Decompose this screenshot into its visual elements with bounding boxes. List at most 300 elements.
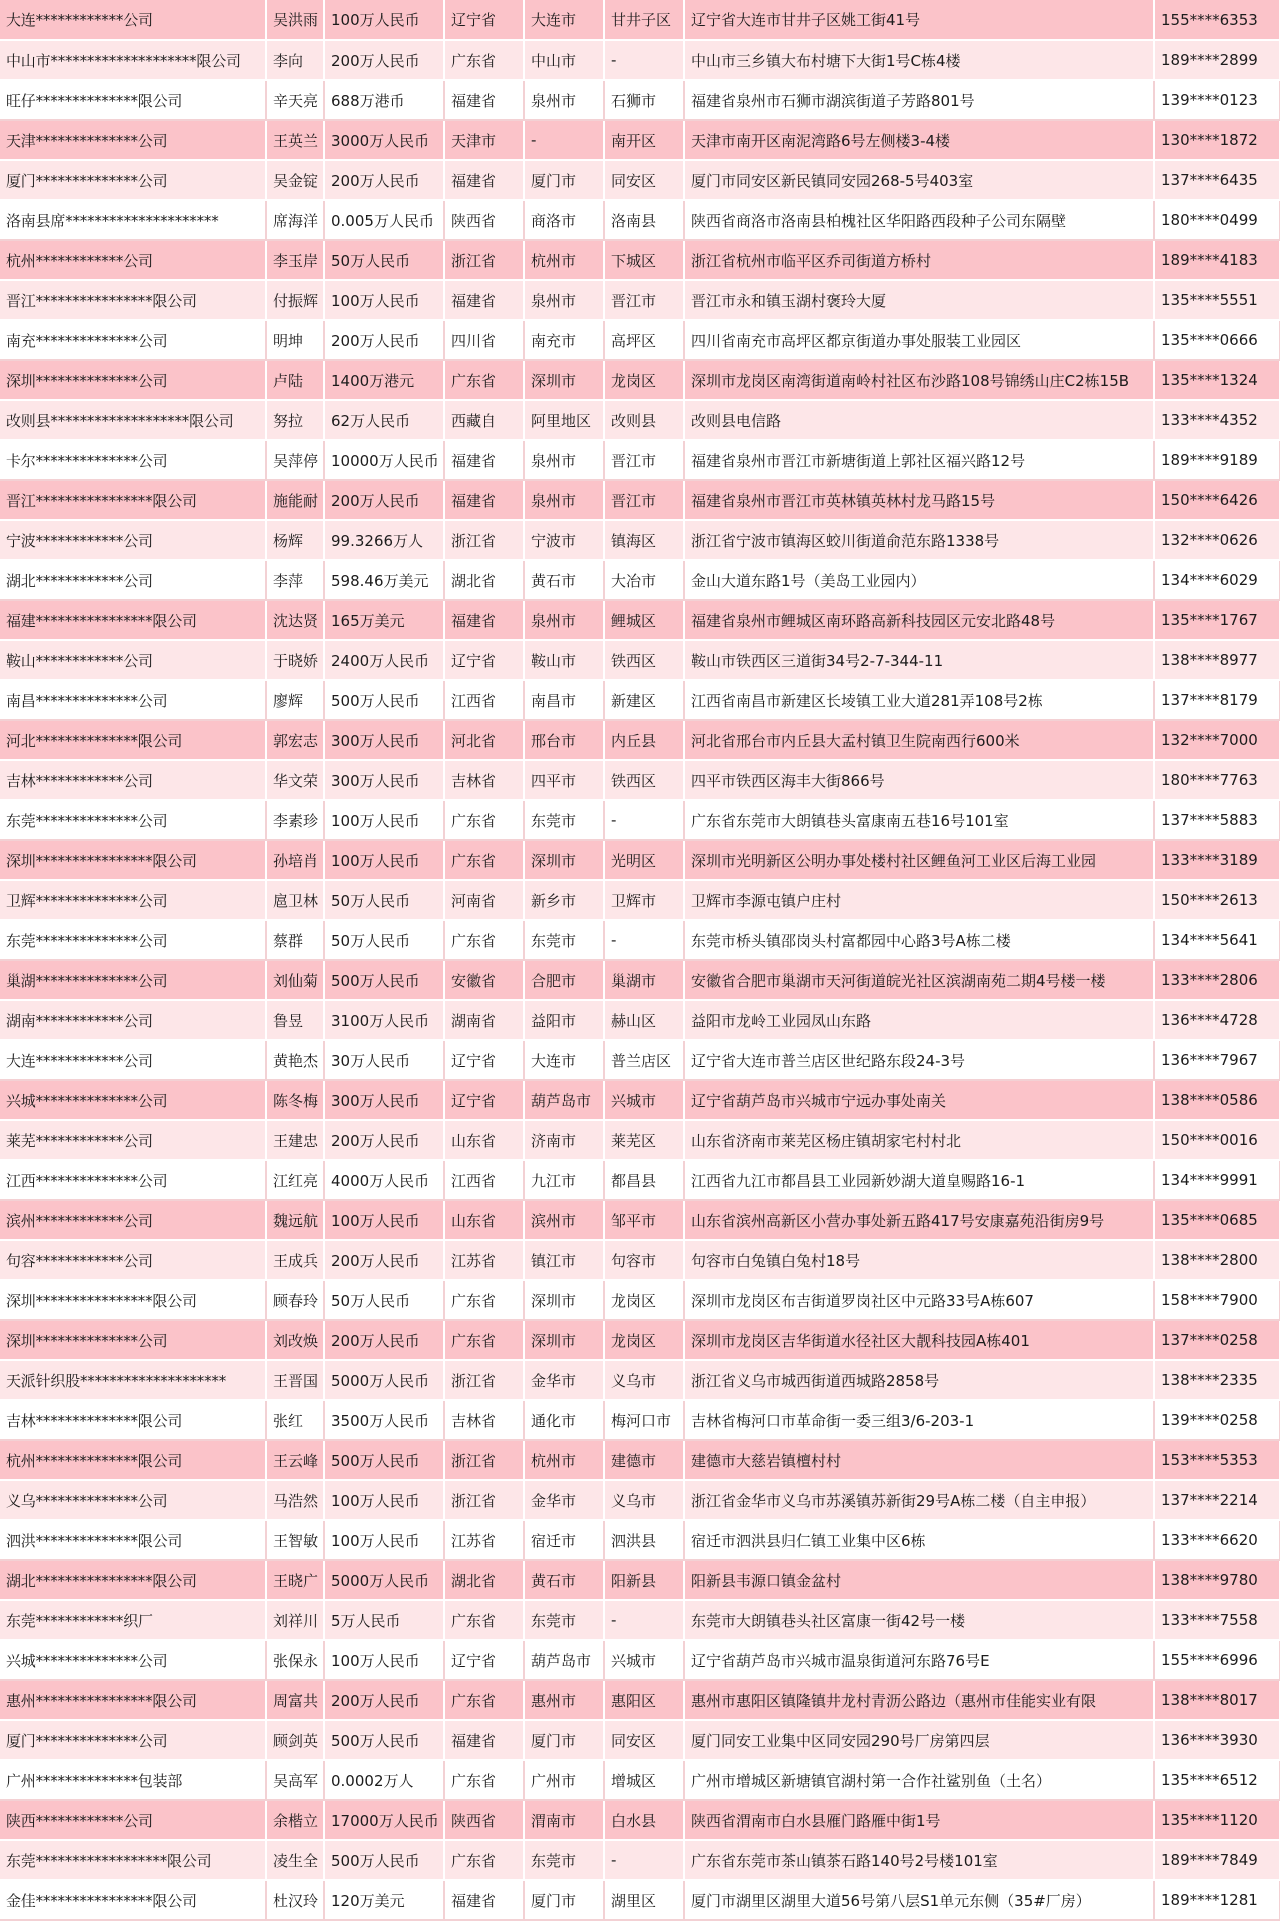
district-cell[interactable]: 晋江市 (604, 440, 684, 480)
province-cell[interactable]: 广东省 (444, 1280, 524, 1320)
legal-rep-cell[interactable]: 华文荣 (266, 760, 324, 800)
capital-cell[interactable]: 100万人民币 (324, 800, 444, 840)
address-cell[interactable]: 东莞市桥头镇邵岗头村富都园中心路3号A栋二楼 (684, 920, 1154, 960)
phone-cell[interactable]: 137****5883 (1154, 800, 1280, 840)
province-cell[interactable]: 浙江省 (444, 1440, 524, 1480)
city-cell[interactable]: 泉州市 (524, 80, 604, 120)
phone-cell[interactable]: 189****2899 (1154, 40, 1280, 80)
capital-cell[interactable]: 598.46万美元 (324, 560, 444, 600)
district-cell[interactable]: 鲤城区 (604, 600, 684, 640)
legal-rep-cell[interactable]: 卢陆 (266, 360, 324, 400)
address-cell[interactable]: 厦门市同安区新民镇同安园268-5号403室 (684, 160, 1154, 200)
capital-cell[interactable]: 165万美元 (324, 600, 444, 640)
legal-rep-cell[interactable]: 凌生全 (266, 1840, 324, 1880)
district-cell[interactable]: 洛南县 (604, 200, 684, 240)
city-cell[interactable]: 镇江市 (524, 1240, 604, 1280)
district-cell[interactable]: 石狮市 (604, 80, 684, 120)
address-cell[interactable]: 广东省东莞市茶山镇茶石路140号2号楼101室 (684, 1840, 1154, 1880)
legal-rep-cell[interactable]: 席海洋 (266, 200, 324, 240)
legal-rep-cell[interactable]: 王智敏 (266, 1520, 324, 1560)
address-cell[interactable]: 惠州市惠阳区镇隆镇井龙村青沥公路边（惠州市佳能实业有限 (684, 1680, 1154, 1720)
province-cell[interactable]: 辽宁省 (444, 1080, 524, 1120)
district-cell[interactable]: - (604, 800, 684, 840)
capital-cell[interactable]: 3000万人民币 (324, 120, 444, 160)
province-cell[interactable]: 福建省 (444, 80, 524, 120)
address-cell[interactable]: 福建省泉州市石狮市湖滨街道子芳路801号 (684, 80, 1154, 120)
company-name-cell[interactable]: 巢湖**************公司 (0, 960, 266, 1000)
legal-rep-cell[interactable]: 李玉岸 (266, 240, 324, 280)
province-cell[interactable]: 广东省 (444, 840, 524, 880)
city-cell[interactable]: 宿迁市 (524, 1520, 604, 1560)
city-cell[interactable]: 商洛市 (524, 200, 604, 240)
capital-cell[interactable]: 100万人民币 (324, 0, 444, 40)
city-cell[interactable]: 南昌市 (524, 680, 604, 720)
address-cell[interactable]: 河北省邢台市内丘县大孟村镇卫生院南西行600米 (684, 720, 1154, 760)
city-cell[interactable]: 东莞市 (524, 800, 604, 840)
district-cell[interactable]: 巢湖市 (604, 960, 684, 1000)
address-cell[interactable]: 东莞市大朗镇巷头社区富康一街42号一楼 (684, 1600, 1154, 1640)
province-cell[interactable]: 陕西省 (444, 200, 524, 240)
address-cell[interactable]: 阳新县韦源口镇金盆村 (684, 1560, 1154, 1600)
district-cell[interactable]: 兴城市 (604, 1640, 684, 1680)
city-cell[interactable]: 鞍山市 (524, 640, 604, 680)
legal-rep-cell[interactable]: 施能耐 (266, 480, 324, 520)
province-cell[interactable]: 河北省 (444, 720, 524, 760)
address-cell[interactable]: 广东省东莞市大朗镇巷头富康南五巷16号101室 (684, 800, 1154, 840)
legal-rep-cell[interactable]: 王云峰 (266, 1440, 324, 1480)
legal-rep-cell[interactable]: 杜汉玲 (266, 1880, 324, 1920)
company-name-cell[interactable]: 天派针织股******************** (0, 1360, 266, 1400)
capital-cell[interactable]: 1400万港元 (324, 360, 444, 400)
legal-rep-cell[interactable]: 王晋国 (266, 1360, 324, 1400)
city-cell[interactable]: 泉州市 (524, 440, 604, 480)
city-cell[interactable]: - (524, 120, 604, 160)
phone-cell[interactable]: 134****5641 (1154, 920, 1280, 960)
city-cell[interactable]: 葫芦岛市 (524, 1080, 604, 1120)
address-cell[interactable]: 江西省九江市都昌县工业园新妙湖大道皇赐路16-1 (684, 1160, 1154, 1200)
city-cell[interactable]: 杭州市 (524, 240, 604, 280)
capital-cell[interactable]: 99.3266万人 (324, 520, 444, 560)
address-cell[interactable]: 浙江省金华市义乌市苏溪镇苏新街29号A栋二楼（自主申报） (684, 1480, 1154, 1520)
capital-cell[interactable]: 50万人民币 (324, 920, 444, 960)
city-cell[interactable]: 合肥市 (524, 960, 604, 1000)
legal-rep-cell[interactable]: 刘祥川 (266, 1600, 324, 1640)
province-cell[interactable]: 福建省 (444, 440, 524, 480)
province-cell[interactable]: 福建省 (444, 1880, 524, 1920)
legal-rep-cell[interactable]: 郭宏志 (266, 720, 324, 760)
address-cell[interactable]: 陕西省商洛市洛南县柏槐社区华阳路西段种子公司东隔壁 (684, 200, 1154, 240)
capital-cell[interactable]: 500万人民币 (324, 960, 444, 1000)
company-name-cell[interactable]: 南充**************公司 (0, 320, 266, 360)
city-cell[interactable]: 南充市 (524, 320, 604, 360)
legal-rep-cell[interactable]: 王晓广 (266, 1560, 324, 1600)
address-cell[interactable]: 晋江市永和镇玉湖村褒玲大厦 (684, 280, 1154, 320)
company-name-cell[interactable]: 金佳****************限公司 (0, 1880, 266, 1920)
company-name-cell[interactable]: 旺仔**************限公司 (0, 80, 266, 120)
legal-rep-cell[interactable]: 杨辉 (266, 520, 324, 560)
phone-cell[interactable]: 137****2214 (1154, 1480, 1280, 1520)
capital-cell[interactable]: 50万人民币 (324, 240, 444, 280)
legal-rep-cell[interactable]: 孙培肖 (266, 840, 324, 880)
legal-rep-cell[interactable]: 王成兵 (266, 1240, 324, 1280)
province-cell[interactable]: 辽宁省 (444, 1040, 524, 1080)
company-name-cell[interactable]: 晋江****************限公司 (0, 280, 266, 320)
phone-cell[interactable]: 150****0016 (1154, 1120, 1280, 1160)
legal-rep-cell[interactable]: 刘改焕 (266, 1320, 324, 1360)
district-cell[interactable]: 晋江市 (604, 480, 684, 520)
company-name-cell[interactable]: 陕西************公司 (0, 1800, 266, 1840)
legal-rep-cell[interactable]: 沈达贤 (266, 600, 324, 640)
capital-cell[interactable]: 62万人民币 (324, 400, 444, 440)
capital-cell[interactable]: 2400万人民币 (324, 640, 444, 680)
company-name-cell[interactable]: 中山市********************限公司 (0, 40, 266, 80)
capital-cell[interactable]: 200万人民币 (324, 320, 444, 360)
capital-cell[interactable]: 5万人民币 (324, 1600, 444, 1640)
address-cell[interactable]: 深圳市光明新区公明办事处楼村社区鲤鱼河工业区后海工业园 (684, 840, 1154, 880)
company-name-cell[interactable]: 东莞**************公司 (0, 920, 266, 960)
district-cell[interactable]: 龙岗区 (604, 1320, 684, 1360)
capital-cell[interactable]: 500万人民币 (324, 680, 444, 720)
capital-cell[interactable]: 0.0002万人 (324, 1760, 444, 1800)
legal-rep-cell[interactable]: 鲁昱 (266, 1000, 324, 1040)
phone-cell[interactable]: 180****0499 (1154, 200, 1280, 240)
company-name-cell[interactable]: 改则县*******************限公司 (0, 400, 266, 440)
district-cell[interactable]: 晋江市 (604, 280, 684, 320)
legal-rep-cell[interactable]: 周富共 (266, 1680, 324, 1720)
province-cell[interactable]: 广东省 (444, 40, 524, 80)
province-cell[interactable]: 广东省 (444, 360, 524, 400)
capital-cell[interactable]: 500万人民币 (324, 1440, 444, 1480)
district-cell[interactable]: 南开区 (604, 120, 684, 160)
address-cell[interactable]: 陕西省渭南市白水县雁门路雁中街1号 (684, 1800, 1154, 1840)
province-cell[interactable]: 广东省 (444, 800, 524, 840)
capital-cell[interactable]: 3100万人民币 (324, 1000, 444, 1040)
company-name-cell[interactable]: 滨州************公司 (0, 1200, 266, 1240)
capital-cell[interactable]: 100万人民币 (324, 280, 444, 320)
city-cell[interactable]: 厦门市 (524, 1720, 604, 1760)
district-cell[interactable]: 义乌市 (604, 1480, 684, 1520)
legal-rep-cell[interactable]: 扈卫林 (266, 880, 324, 920)
city-cell[interactable]: 深圳市 (524, 840, 604, 880)
city-cell[interactable]: 黄石市 (524, 560, 604, 600)
address-cell[interactable]: 吉林省梅河口市革命街一委三组3/6-203-1 (684, 1400, 1154, 1440)
province-cell[interactable]: 河南省 (444, 880, 524, 920)
district-cell[interactable]: 铁西区 (604, 760, 684, 800)
company-name-cell[interactable]: 东莞**************公司 (0, 800, 266, 840)
capital-cell[interactable]: 3500万人民币 (324, 1400, 444, 1440)
legal-rep-cell[interactable]: 吴洪雨 (266, 0, 324, 40)
city-cell[interactable]: 阿里地区 (524, 400, 604, 440)
province-cell[interactable]: 安徽省 (444, 960, 524, 1000)
address-cell[interactable]: 山东省滨州高新区小营办事处新五路417号安康嘉苑沿街房9号 (684, 1200, 1154, 1240)
company-name-cell[interactable]: 句容************公司 (0, 1240, 266, 1280)
province-cell[interactable]: 吉林省 (444, 760, 524, 800)
company-name-cell[interactable]: 厦门**************公司 (0, 160, 266, 200)
phone-cell[interactable]: 139****0258 (1154, 1400, 1280, 1440)
province-cell[interactable]: 广东省 (444, 1680, 524, 1720)
capital-cell[interactable]: 200万人民币 (324, 1240, 444, 1280)
capital-cell[interactable]: 5000万人民币 (324, 1360, 444, 1400)
address-cell[interactable]: 浙江省宁波市镇海区蛟川街道俞范东路1338号 (684, 520, 1154, 560)
province-cell[interactable]: 天津市 (444, 120, 524, 160)
city-cell[interactable]: 宁波市 (524, 520, 604, 560)
capital-cell[interactable]: 120万美元 (324, 1880, 444, 1920)
address-cell[interactable]: 卫辉市李源屯镇户庄村 (684, 880, 1154, 920)
province-cell[interactable]: 浙江省 (444, 520, 524, 560)
capital-cell[interactable]: 5000万人民币 (324, 1560, 444, 1600)
company-name-cell[interactable]: 湖北************公司 (0, 560, 266, 600)
district-cell[interactable]: 光明区 (604, 840, 684, 880)
city-cell[interactable]: 四平市 (524, 760, 604, 800)
company-name-cell[interactable]: 深圳****************限公司 (0, 1280, 266, 1320)
city-cell[interactable]: 大连市 (524, 0, 604, 40)
phone-cell[interactable]: 137****0258 (1154, 1320, 1280, 1360)
capital-cell[interactable]: 100万人民币 (324, 1520, 444, 1560)
phone-cell[interactable]: 134****9991 (1154, 1160, 1280, 1200)
province-cell[interactable]: 福建省 (444, 480, 524, 520)
district-cell[interactable]: - (604, 40, 684, 80)
legal-rep-cell[interactable]: 江红亮 (266, 1160, 324, 1200)
district-cell[interactable]: 梅河口市 (604, 1400, 684, 1440)
city-cell[interactable]: 深圳市 (524, 1320, 604, 1360)
district-cell[interactable]: 铁西区 (604, 640, 684, 680)
company-name-cell[interactable]: 泗洪**************限公司 (0, 1520, 266, 1560)
district-cell[interactable]: - (604, 1600, 684, 1640)
district-cell[interactable]: 同安区 (604, 160, 684, 200)
province-cell[interactable]: 湖北省 (444, 560, 524, 600)
capital-cell[interactable]: 300万人民币 (324, 720, 444, 760)
capital-cell[interactable]: 300万人民币 (324, 1080, 444, 1120)
district-cell[interactable]: 龙岗区 (604, 360, 684, 400)
district-cell[interactable]: 普兰店区 (604, 1040, 684, 1080)
city-cell[interactable]: 渭南市 (524, 1800, 604, 1840)
company-name-cell[interactable]: 南昌**************公司 (0, 680, 266, 720)
province-cell[interactable]: 四川省 (444, 320, 524, 360)
district-cell[interactable]: 兴城市 (604, 1080, 684, 1120)
company-name-cell[interactable]: 吉林************公司 (0, 760, 266, 800)
capital-cell[interactable]: 500万人民币 (324, 1840, 444, 1880)
phone-cell[interactable]: 136****4728 (1154, 1000, 1280, 1040)
phone-cell[interactable]: 189****1281 (1154, 1880, 1280, 1920)
district-cell[interactable]: 惠阳区 (604, 1680, 684, 1720)
phone-cell[interactable]: 138****0586 (1154, 1080, 1280, 1120)
phone-cell[interactable]: 133****3189 (1154, 840, 1280, 880)
phone-cell[interactable]: 135****5551 (1154, 280, 1280, 320)
phone-cell[interactable]: 155****6353 (1154, 0, 1280, 40)
legal-rep-cell[interactable]: 吴萍停 (266, 440, 324, 480)
capital-cell[interactable]: 10000万人民币 (324, 440, 444, 480)
address-cell[interactable]: 建德市大慈岩镇檀村村 (684, 1440, 1154, 1480)
legal-rep-cell[interactable]: 吴金锭 (266, 160, 324, 200)
province-cell[interactable]: 广东省 (444, 1320, 524, 1360)
district-cell[interactable]: 湖里区 (604, 1880, 684, 1920)
province-cell[interactable]: 福建省 (444, 160, 524, 200)
city-cell[interactable]: 惠州市 (524, 1680, 604, 1720)
province-cell[interactable]: 山东省 (444, 1200, 524, 1240)
phone-cell[interactable]: 138****8017 (1154, 1680, 1280, 1720)
legal-rep-cell[interactable]: 李萍 (266, 560, 324, 600)
company-name-cell[interactable]: 晋江****************限公司 (0, 480, 266, 520)
district-cell[interactable]: 句容市 (604, 1240, 684, 1280)
legal-rep-cell[interactable]: 辛天亮 (266, 80, 324, 120)
phone-cell[interactable]: 138****8977 (1154, 640, 1280, 680)
phone-cell[interactable]: 138****2335 (1154, 1360, 1280, 1400)
phone-cell[interactable]: 136****3930 (1154, 1720, 1280, 1760)
legal-rep-cell[interactable]: 努拉 (266, 400, 324, 440)
province-cell[interactable]: 辽宁省 (444, 0, 524, 40)
district-cell[interactable]: 大冶市 (604, 560, 684, 600)
capital-cell[interactable]: 688万港币 (324, 80, 444, 120)
legal-rep-cell[interactable]: 余楷立 (266, 1800, 324, 1840)
phone-cell[interactable]: 132****0626 (1154, 520, 1280, 560)
city-cell[interactable]: 滨州市 (524, 1200, 604, 1240)
province-cell[interactable]: 福建省 (444, 600, 524, 640)
legal-rep-cell[interactable]: 王英兰 (266, 120, 324, 160)
province-cell[interactable]: 湖南省 (444, 1000, 524, 1040)
capital-cell[interactable]: 500万人民币 (324, 1720, 444, 1760)
company-name-cell[interactable]: 河北**************限公司 (0, 720, 266, 760)
district-cell[interactable]: 高坪区 (604, 320, 684, 360)
district-cell[interactable]: 同安区 (604, 1720, 684, 1760)
address-cell[interactable]: 浙江省义乌市城西街道西城路2858号 (684, 1360, 1154, 1400)
phone-cell[interactable]: 138****2800 (1154, 1240, 1280, 1280)
capital-cell[interactable]: 200万人民币 (324, 480, 444, 520)
legal-rep-cell[interactable]: 马浩然 (266, 1480, 324, 1520)
address-cell[interactable]: 安徽省合肥市巢湖市天河街道皖光社区滨湖南苑二期4号楼一楼 (684, 960, 1154, 1000)
phone-cell[interactable]: 133****7558 (1154, 1600, 1280, 1640)
address-cell[interactable]: 深圳市龙岗区吉华街道水径社区大靓科技园A栋401 (684, 1320, 1154, 1360)
district-cell[interactable]: 甘井子区 (604, 0, 684, 40)
phone-cell[interactable]: 134****6029 (1154, 560, 1280, 600)
district-cell[interactable]: 阳新县 (604, 1560, 684, 1600)
capital-cell[interactable]: 0.005万人民币 (324, 200, 444, 240)
city-cell[interactable]: 东莞市 (524, 1840, 604, 1880)
capital-cell[interactable]: 100万人民币 (324, 1640, 444, 1680)
address-cell[interactable]: 中山市三乡镇大布村塘下大街1号C栋4楼 (684, 40, 1154, 80)
company-name-cell[interactable]: 福建****************限公司 (0, 600, 266, 640)
company-name-cell[interactable]: 东莞******************限公司 (0, 1840, 266, 1880)
legal-rep-cell[interactable]: 顾剑英 (266, 1720, 324, 1760)
capital-cell[interactable]: 200万人民币 (324, 1120, 444, 1160)
city-cell[interactable]: 深圳市 (524, 360, 604, 400)
address-cell[interactable]: 厦门同安工业集中区同安园290号厂房第四层 (684, 1720, 1154, 1760)
district-cell[interactable]: 卫辉市 (604, 880, 684, 920)
company-name-cell[interactable]: 天津**************公司 (0, 120, 266, 160)
city-cell[interactable]: 金华市 (524, 1480, 604, 1520)
province-cell[interactable]: 辽宁省 (444, 640, 524, 680)
phone-cell[interactable]: 135****0685 (1154, 1200, 1280, 1240)
company-name-cell[interactable]: 杭州************公司 (0, 240, 266, 280)
district-cell[interactable]: - (604, 920, 684, 960)
legal-rep-cell[interactable]: 蔡群 (266, 920, 324, 960)
company-name-cell[interactable]: 湖北****************限公司 (0, 1560, 266, 1600)
province-cell[interactable]: 浙江省 (444, 1480, 524, 1520)
company-name-cell[interactable]: 义乌**************公司 (0, 1480, 266, 1520)
company-name-cell[interactable]: 深圳**************公司 (0, 1320, 266, 1360)
company-name-cell[interactable]: 宁波************公司 (0, 520, 266, 560)
capital-cell[interactable]: 200万人民币 (324, 160, 444, 200)
phone-cell[interactable]: 135****0666 (1154, 320, 1280, 360)
address-cell[interactable]: 鞍山市铁西区三道街34号2-7-344-11 (684, 640, 1154, 680)
phone-cell[interactable]: 135****1324 (1154, 360, 1280, 400)
address-cell[interactable]: 辽宁省大连市甘井子区姚工街41号 (684, 0, 1154, 40)
city-cell[interactable]: 新乡市 (524, 880, 604, 920)
company-name-cell[interactable]: 吉林**************限公司 (0, 1400, 266, 1440)
company-name-cell[interactable]: 洛南县席********************* (0, 200, 266, 240)
province-cell[interactable]: 广东省 (444, 1760, 524, 1800)
phone-cell[interactable]: 150****2613 (1154, 880, 1280, 920)
address-cell[interactable]: 福建省泉州市鲤城区南环路高新科技园区元安北路48号 (684, 600, 1154, 640)
phone-cell[interactable]: 133****6620 (1154, 1520, 1280, 1560)
phone-cell[interactable]: 189****7849 (1154, 1840, 1280, 1880)
legal-rep-cell[interactable]: 张保永 (266, 1640, 324, 1680)
phone-cell[interactable]: 135****6512 (1154, 1760, 1280, 1800)
district-cell[interactable]: 下城区 (604, 240, 684, 280)
district-cell[interactable]: 龙岗区 (604, 1280, 684, 1320)
city-cell[interactable]: 杭州市 (524, 1440, 604, 1480)
city-cell[interactable]: 大连市 (524, 1040, 604, 1080)
district-cell[interactable]: - (604, 1840, 684, 1880)
province-cell[interactable]: 江苏省 (444, 1520, 524, 1560)
province-cell[interactable]: 广东省 (444, 1600, 524, 1640)
legal-rep-cell[interactable]: 于晓娇 (266, 640, 324, 680)
legal-rep-cell[interactable]: 明坤 (266, 320, 324, 360)
province-cell[interactable]: 广东省 (444, 1840, 524, 1880)
legal-rep-cell[interactable]: 付振辉 (266, 280, 324, 320)
city-cell[interactable]: 泉州市 (524, 480, 604, 520)
phone-cell[interactable]: 132****7000 (1154, 720, 1280, 760)
phone-cell[interactable]: 137****8179 (1154, 680, 1280, 720)
district-cell[interactable]: 赫山区 (604, 1000, 684, 1040)
province-cell[interactable]: 江西省 (444, 680, 524, 720)
legal-rep-cell[interactable]: 魏远航 (266, 1200, 324, 1240)
province-cell[interactable]: 辽宁省 (444, 1640, 524, 1680)
company-name-cell[interactable]: 江西**************公司 (0, 1160, 266, 1200)
company-name-cell[interactable]: 广州**************包装部 (0, 1760, 266, 1800)
address-cell[interactable]: 天津市南开区南泥湾路6号左侧楼3-4楼 (684, 120, 1154, 160)
phone-cell[interactable]: 155****6996 (1154, 1640, 1280, 1680)
capital-cell[interactable]: 100万人民币 (324, 1480, 444, 1520)
city-cell[interactable]: 东莞市 (524, 920, 604, 960)
address-cell[interactable]: 句容市白兔镇白兔村18号 (684, 1240, 1154, 1280)
company-name-cell[interactable]: 大连************公司 (0, 1040, 266, 1080)
province-cell[interactable]: 浙江省 (444, 240, 524, 280)
capital-cell[interactable]: 300万人民币 (324, 760, 444, 800)
company-name-cell[interactable]: 大连************公司 (0, 0, 266, 40)
company-name-cell[interactable]: 深圳**************公司 (0, 360, 266, 400)
company-name-cell[interactable]: 惠州****************限公司 (0, 1680, 266, 1720)
district-cell[interactable]: 莱芜区 (604, 1120, 684, 1160)
address-cell[interactable]: 宿迁市泗洪县归仁镇工业集中区6栋 (684, 1520, 1154, 1560)
province-cell[interactable]: 浙江省 (444, 1360, 524, 1400)
city-cell[interactable]: 益阳市 (524, 1000, 604, 1040)
address-cell[interactable]: 辽宁省葫芦岛市兴城市温泉街道河东路76号E (684, 1640, 1154, 1680)
address-cell[interactable]: 四平市铁西区海丰大街866号 (684, 760, 1154, 800)
capital-cell[interactable]: 30万人民币 (324, 1040, 444, 1080)
address-cell[interactable]: 辽宁省大连市普兰店区世纪路东段24-3号 (684, 1040, 1154, 1080)
city-cell[interactable]: 葫芦岛市 (524, 1640, 604, 1680)
district-cell[interactable]: 泗洪县 (604, 1520, 684, 1560)
province-cell[interactable]: 江苏省 (444, 1240, 524, 1280)
district-cell[interactable]: 增城区 (604, 1760, 684, 1800)
province-cell[interactable]: 广东省 (444, 920, 524, 960)
address-cell[interactable]: 深圳市龙岗区南湾街道南岭村社区布沙路108号锦绣山庄C2栋15B (684, 360, 1154, 400)
capital-cell[interactable]: 50万人民币 (324, 1280, 444, 1320)
phone-cell[interactable]: 150****6426 (1154, 480, 1280, 520)
phone-cell[interactable]: 139****0123 (1154, 80, 1280, 120)
province-cell[interactable]: 江西省 (444, 1160, 524, 1200)
company-name-cell[interactable]: 莱芜************公司 (0, 1120, 266, 1160)
